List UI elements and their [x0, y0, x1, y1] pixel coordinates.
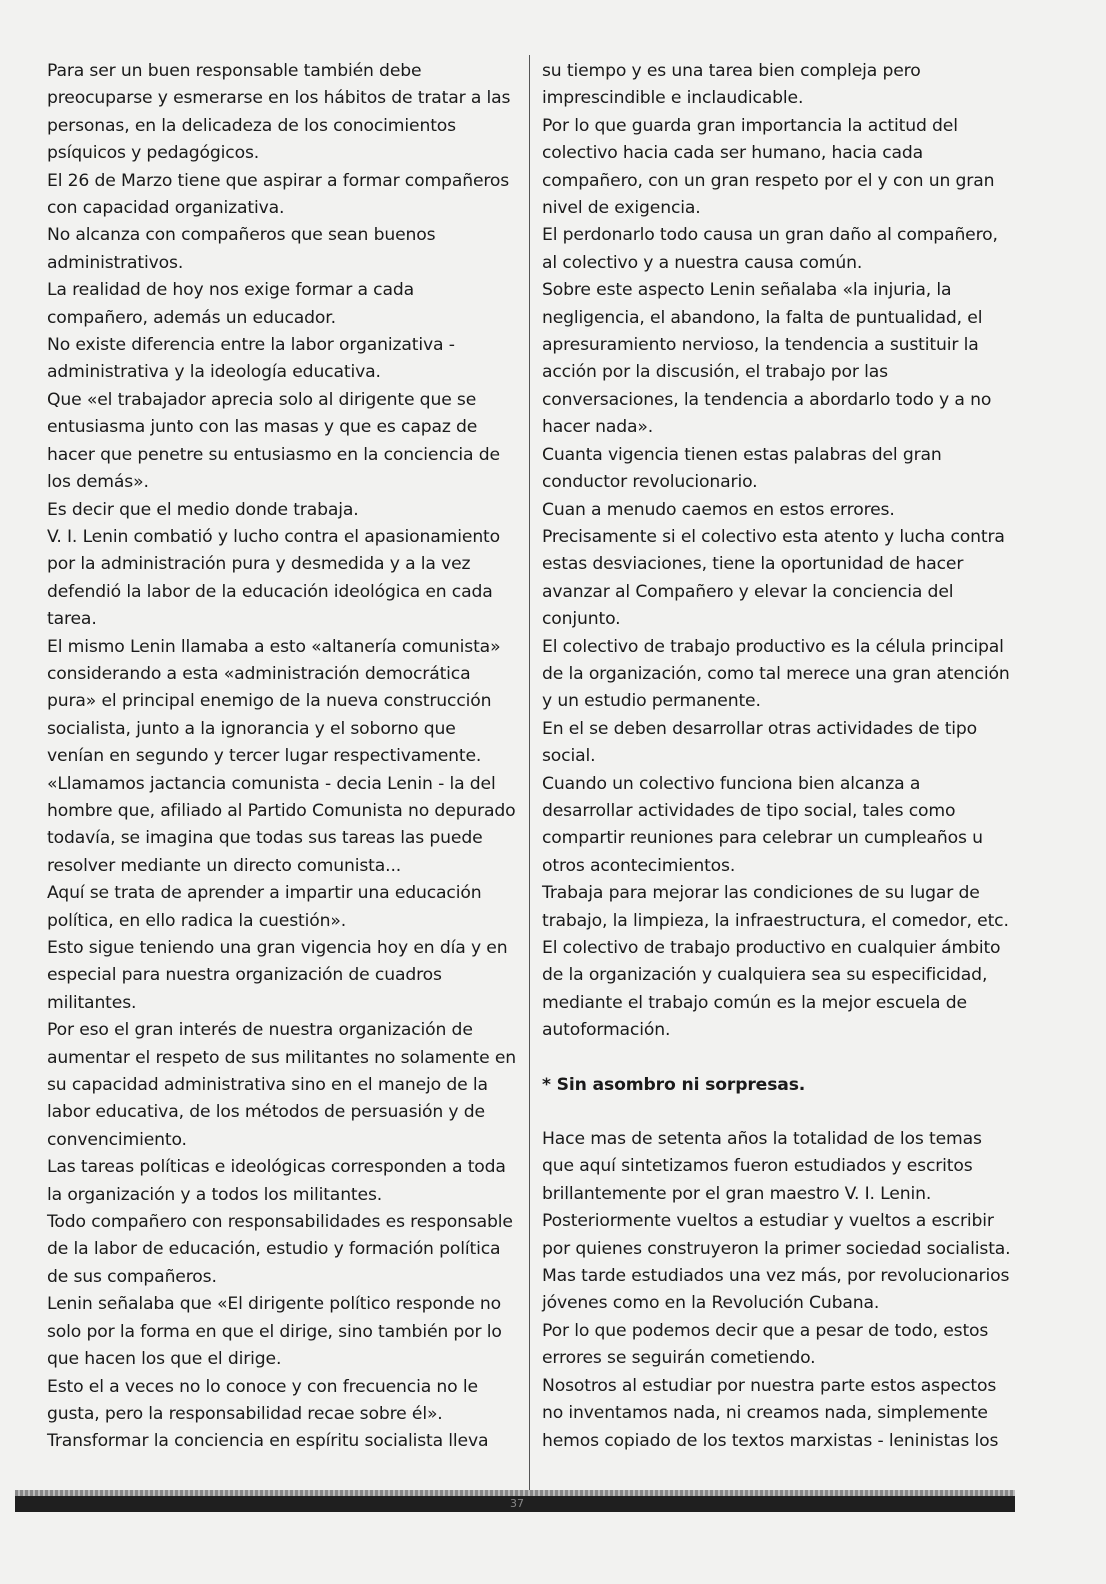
paragraph: El colectivo de trabajo productivo es la célula principal de la organización, como tal merece una gran atención y un estudio permanente. — [542, 636, 1010, 712]
paragraph: Hace mas de setenta años la totalidad de los temas que aquí sintetizamos fueron estudiados y escritos brillantemente por el gran maestro V. I. Lenin. — [542, 1129, 982, 1204]
right-column — [542, 58, 1012, 1455]
paragraph: El mismo Lenin llamaba a esto «altanería comunista» considerando a esta «administración democrática pura» el principal enemigo de la nueva construcción socialista, junto a la ignorancia y el soborno que venían en segundo y tercer lugar respectivamente. — [47, 636, 501, 767]
left-column — [47, 58, 517, 1456]
paragraph: Por eso el gran interés de nuestra organización de aumentar el respeto de sus militantes no solamente en su capacidad administrativa sino en el manejo de la labor educativa, de los métodos de persuasión y de convencimiento. — [47, 1020, 517, 1150]
page-number: 37 — [510, 1497, 524, 1510]
paragraph: Cuan a menudo caemos en estos errores. — [542, 499, 895, 520]
paragraph: Precisamente si el colectivo esta atento y lucha contra estas desviaciones, tiene la oportunidad de hacer avanzar al Compañero y elevar la conciencia del conjunto. — [542, 526, 1005, 630]
paragraph: Trabaja para mejorar las condiciones de su lugar de trabajo, la limpieza, la infraestructura, el comedor, etc. El colectivo de trabajo productivo en cualquier ámbito de la organización y cualquiera sea su especificidad, mediante el trabajo común es la mejor escuela de autoformación. — [542, 883, 1009, 1041]
paragraph: Cuando un colectivo funciona bien alcanza a desarrollar actividades de tipo social, tales como compartir reuniones para celebrar un cumpleaños u otros acontecimientos. — [542, 773, 983, 876]
paragraph: No existe diferencia entre la labor organizativa - administrativa y la ideología educativa. — [47, 335, 455, 383]
column-divider — [529, 55, 530, 1495]
paragraph: Aquí se trata de aprender a impartir una educación política, en ello radica la cuestión». — [47, 883, 482, 931]
paragraph: Para ser un buen responsable también debe preocuparse y esmerarse en los hábitos de tratar a las personas, en la delicadeza de los conocimientos psíquicos y pedagógicos. — [47, 61, 511, 164]
paragraph: su tiempo y es una tarea bien compleja pero imprescindible e inclaudicable. — [542, 61, 921, 109]
paragraph: Por lo que podemos decir que a pesar de todo, estos errores se seguirán cometiendo. — [542, 1320, 989, 1369]
paragraph: Sobre este aspecto Lenin señalaba «la injuria, la negligencia, el abandono, la falta de puntualidad, el apresuramiento nervioso, la tendencia a sustituir la acción por la discusión, el trabajo por las conversaciones, la tendencia a abordarlo todo y a no hacer nada». — [542, 280, 992, 438]
paragraph: Las tareas políticas e ideológicas corresponden a toda la organización y a todos los militantes. — [47, 1157, 506, 1205]
paragraph: El perdonarlo todo causa un gran daño al compañero, al colectivo y a nuestra causa común. — [542, 225, 998, 273]
paragraph: El 26 de Marzo tiene que aspirar a formar compañeros con capacidad organizativa. — [47, 170, 510, 219]
paragraph: Cuanta vigencia tienen estas palabras del gran conductor revolucionario. — [542, 444, 942, 493]
paragraph: Esto el a veces no lo conoce y con frecuencia no le gusta, pero la responsabilidad recae sobre él». — [47, 1376, 478, 1424]
paragraph: No alcanza con compañeros que sean buenos administrativos. — [47, 225, 436, 273]
paragraph: «Llamamos jactancia comunista - decia Lenin - la del hombre que, afiliado al Partido Comunista no depurado todavía, se imagina que todas sus tareas las puede resolver mediante un directo comunista... — [47, 773, 516, 876]
paragraph: V. I. Lenin combatió y lucho contra el apasionamiento por la administración pura y desmedida y a la vez defendió la labor de la educación ideológica en cada tarea. — [47, 526, 501, 630]
paragraph: En el se deben desarrollar otras actividades de tipo social. — [542, 718, 978, 767]
paragraph: Nosotros al estudiar por nuestra parte estos aspectos no inventamos nada, ni creamos nada, simplemente hemos copiado de los textos marxistas - leninistas los — [542, 1375, 999, 1451]
paragraph: Transformar la conciencia en espíritu socialista lleva — [47, 1431, 489, 1452]
section-heading: * Sin asombro ni sorpresas. — [542, 1074, 806, 1095]
paragraph: Esto sigue teniendo una gran vigencia hoy en día y en especial para nuestra organización de cuadros militantes. — [47, 938, 508, 1013]
paragraph: Lenin señalaba que «El dirigente político responde no solo por la forma en que el dirige, sino también por lo que hacen los que el dirige. — [47, 1294, 502, 1370]
paragraph: Por lo que guarda gran importancia la actitud del colectivo hacia cada ser humano, hacia cada compañero, con un gran respeto por el y con un gran nivel de exigencia. — [542, 115, 995, 219]
paragraph: Que «el trabajador aprecia solo al dirigente que se entusiasma junto con las masas y que es capaz de hacer que penetre su entusiasmo en la conciencia de los demás». — [47, 389, 500, 493]
paragraph: La realidad de hoy nos exige formar a cada compañero, además un educador. — [47, 280, 414, 328]
paragraph: Posteriormente vueltos a estudiar y vueltos a escribir por quienes construyeron la primer sociedad socialista. Mas tarde estudiados una vez más, por revolucionarios jóvenes como en la Revolución Cubana. — [542, 1211, 1011, 1314]
paragraph: Todo compañero con responsabilidades es responsable de la labor de educación, estudio y formación política de sus compañeros. — [47, 1212, 513, 1287]
paragraph: Es decir que el medio donde trabaja. — [47, 499, 359, 520]
